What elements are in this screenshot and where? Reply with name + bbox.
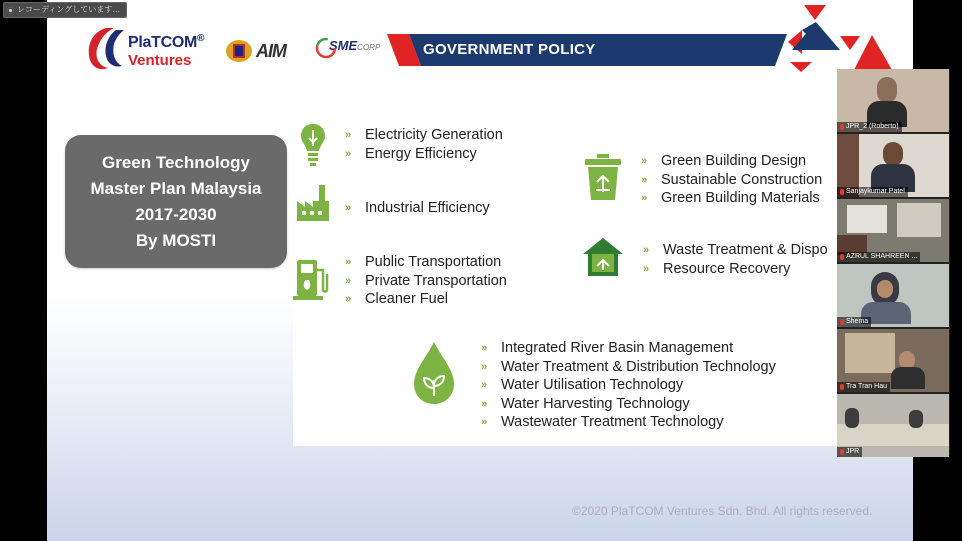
list-item: » Industrial Efficiency: [345, 200, 490, 216]
industry-group: [345, 199, 490, 218]
participant-name: Tra Tran Hau: [846, 383, 887, 390]
mic-muted-icon: [840, 384, 844, 390]
participant-name: AZRUL SHAHREEN ...: [846, 253, 918, 260]
mic-muted-icon: [840, 449, 844, 455]
policy-banner: [387, 34, 787, 66]
transport-group: [345, 253, 507, 309]
water-drop-icon: [412, 340, 456, 406]
recycle-bin-icon: [583, 152, 623, 202]
energy-group: [345, 126, 503, 163]
list-item: » Sustainable Construction: [641, 171, 823, 188]
aim-wordmark: AIM: [256, 41, 286, 61]
recording-badge: [3, 2, 127, 18]
mic-muted-icon: [840, 124, 844, 130]
fuel-pump-icon: [293, 258, 333, 302]
list-item: » Water Utilisation Technology: [481, 377, 684, 393]
corp-text: CORP: [357, 43, 381, 52]
list-item: » Green Building Design: [641, 153, 807, 169]
participant-tile[interactable]: [837, 264, 949, 327]
list-item: » Public Transportation: [345, 254, 502, 270]
participant-name: JPR: [846, 448, 860, 455]
list-item: » Water Harvesting Technology: [481, 395, 690, 412]
lightbulb-icon: [300, 122, 326, 170]
participant-tile[interactable]: [837, 134, 949, 197]
recording-label: レコーディングしています…: [17, 5, 121, 14]
mic-muted-icon: [840, 254, 844, 260]
platcom-swoosh-icon: [84, 24, 128, 74]
smecorp-logo: [317, 38, 380, 53]
mic-muted-icon: [840, 189, 844, 195]
banner-title: GOVERNMENT POLICY: [423, 41, 596, 58]
participant-name: JPR_2 (Roberto): [846, 123, 899, 130]
smecorp-ring-icon: [315, 37, 337, 59]
recycle-house-icon: [581, 236, 625, 278]
plan-line: Master Plan Malaysia: [90, 179, 262, 198]
plan-line: Green Technology: [102, 153, 250, 172]
presentation-slide: [47, 0, 913, 541]
decorative-triangles: [782, 0, 892, 80]
crest-icon: [224, 38, 254, 64]
plan-box: [65, 135, 287, 268]
list-item: » Waste Treatment & Dispo: [643, 242, 828, 258]
list-item: » Private Transportation: [345, 272, 507, 289]
participant-tile[interactable]: [837, 329, 949, 392]
sme-text: SME: [329, 38, 358, 53]
plan-line: 2017-2030: [135, 205, 217, 224]
participant-tile[interactable]: [837, 394, 949, 457]
person-head: [877, 77, 897, 103]
participant-name: Sanjaykumar Patel: [846, 188, 905, 195]
list-item: » Green Building Materials: [641, 190, 820, 206]
building-group: [641, 152, 822, 208]
list-item: » Electricity Generation: [345, 127, 503, 143]
participant-tile[interactable]: [837, 69, 949, 132]
list-item: » Wastewater Treatment Technology: [481, 414, 724, 430]
plan-line: By MOSTI: [135, 231, 217, 250]
platcom-logo: PlaTCOM ® Ventures: [84, 24, 204, 74]
factory-icon: [295, 183, 331, 223]
list-item: » Cleaner Fuel: [345, 291, 449, 307]
list-item: » Integrated River Basin Management: [481, 340, 734, 356]
platcom-name: PlaTCOM: [128, 34, 198, 51]
copyright-text: ©2020 PlaTCOM Ventures Sdn. Bhd. All rights reserved.: [572, 504, 873, 518]
participant-name: Shema: [846, 318, 869, 325]
person-body: [891, 367, 925, 389]
participant-strip[interactable]: [837, 69, 950, 455]
list-item: » Energy Efficiency: [345, 145, 477, 162]
record-icon: [7, 7, 14, 14]
list-item: » Resource Recovery: [643, 260, 791, 277]
waste-group: [643, 241, 837, 278]
person-head: [883, 142, 903, 166]
platcom-sub: Ventures: [128, 52, 192, 69]
mic-muted-icon: [840, 319, 844, 325]
list-item: » Water Treatment & Distribution Technology: [481, 358, 776, 375]
aim-logo: [224, 38, 304, 66]
participant-tile[interactable]: [837, 199, 949, 262]
water-group: [481, 339, 776, 432]
